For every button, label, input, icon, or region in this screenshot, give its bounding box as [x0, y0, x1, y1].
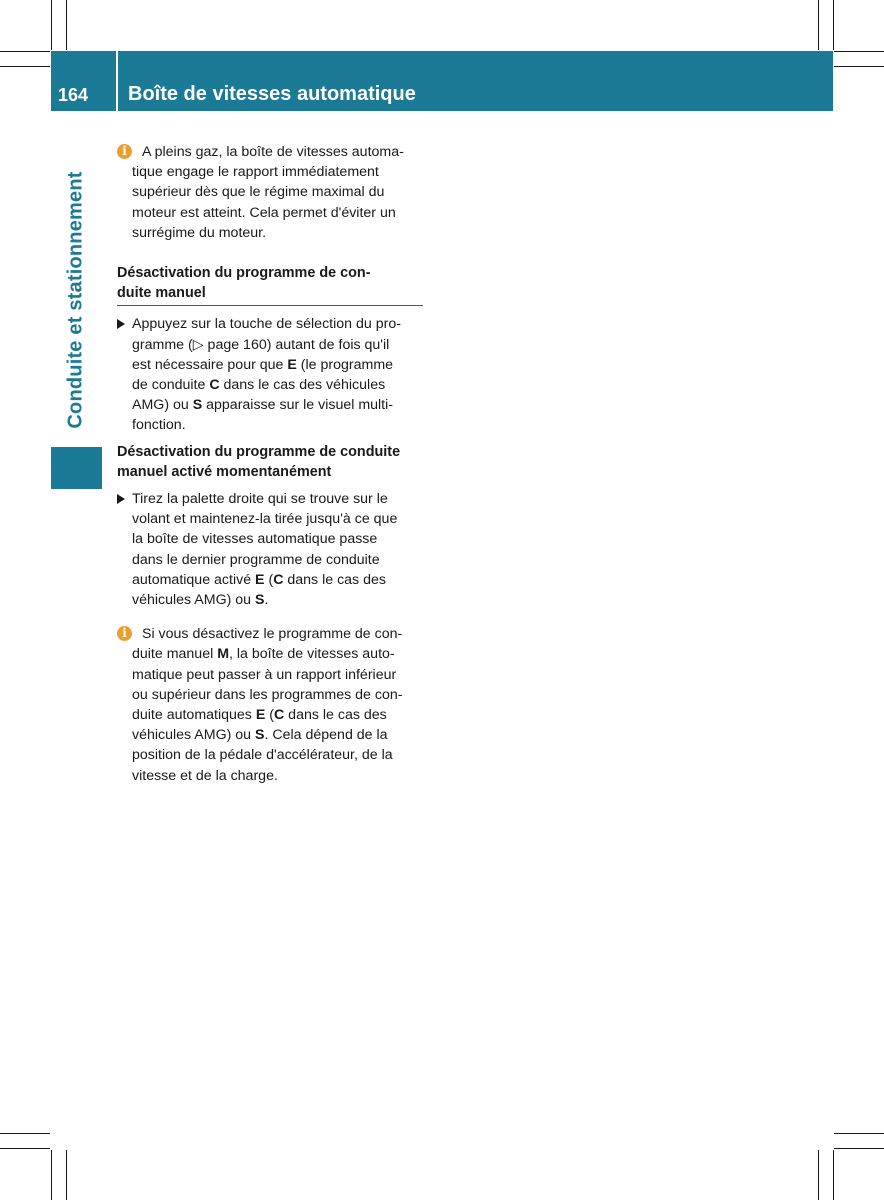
program-letter: S: [192, 397, 203, 414]
triangle-right-icon: [117, 319, 125, 329]
info-note: [117, 624, 423, 786]
info-icon: i: [117, 144, 132, 159]
text: dans le cas des véhicules: [219, 377, 386, 394]
text: duite automatiques: [132, 707, 256, 724]
note-line: [132, 705, 423, 725]
text: (: [265, 707, 274, 724]
text: duite manuel: [132, 646, 218, 663]
crop-mark: [818, 0, 819, 50]
text: (: [264, 571, 274, 588]
step-line: la boîte de vitesses automatique passe: [132, 531, 378, 548]
note-line: tique engage le rapport immédiatement: [132, 164, 379, 181]
step-line: [132, 395, 423, 415]
step-line: volant et maintenez-la tirée jusqu'à ce que: [132, 511, 398, 528]
note-line: matique peut passer à un rapport inférieur: [132, 666, 397, 683]
step-line: [132, 590, 423, 610]
note-line: position de la pédale d'accélérateur, de la: [132, 747, 393, 764]
program-letter: E: [287, 356, 297, 373]
program-letter: E: [255, 707, 266, 724]
crop-mark: [66, 1150, 67, 1200]
section-heading: [117, 263, 423, 306]
text: est nécessaire pour que: [132, 356, 288, 373]
main-content: [117, 142, 423, 786]
note-line: [132, 644, 423, 664]
note-line: A pleins gaz, la boîte de vitesses automa-: [142, 144, 404, 160]
note-line: Si vous désactivez le programme de con-: [142, 626, 403, 643]
crop-mark: [0, 66, 50, 67]
step-line: [132, 570, 423, 590]
heading-line: Désactivation du programme de con-: [117, 265, 371, 282]
crop-mark: [0, 1148, 50, 1149]
text: véhicules AMG) ou: [132, 727, 256, 744]
note-line: vitesse et de la charge.: [132, 767, 278, 784]
note-line: surrégime du moteur.: [132, 224, 267, 241]
note-line: [132, 725, 423, 745]
text: (le programme: [296, 356, 394, 373]
instruction-step: [117, 489, 423, 610]
step-line: dans le dernier programme de conduite: [132, 551, 380, 568]
header-divider: [116, 51, 118, 111]
instruction-step: [117, 314, 423, 435]
crop-mark: [834, 1133, 884, 1134]
crop-mark: [0, 1133, 50, 1134]
crop-mark: [0, 51, 50, 52]
info-note: [117, 142, 423, 243]
chapter-title: Conduite et stationnement: [64, 171, 87, 429]
crop-mark: [51, 0, 52, 50]
step-line: fonction.: [132, 417, 186, 434]
program-letter: C: [273, 571, 284, 588]
step-line: gramme (▷ page 160) autant de fois qu'il: [132, 336, 390, 353]
note-line: supérieur dès que le régime maximal du: [132, 184, 385, 201]
text: de conduite: [132, 377, 210, 394]
text: AMG) ou: [132, 397, 193, 414]
step-line: [132, 355, 423, 375]
program-letter: S: [255, 727, 265, 744]
text: dans le cas des: [284, 707, 387, 724]
text: , la boîte de vitesses auto-: [229, 646, 395, 663]
triangle-right-icon: [117, 494, 125, 504]
side-chapter-label: [51, 160, 102, 440]
program-letter: E: [255, 571, 265, 588]
chapter-tab-marker: [51, 447, 102, 489]
text: .: [264, 592, 269, 609]
text: dans le cas des: [283, 571, 386, 588]
step-line: Appuyez sur la touche de sélection du pro-: [132, 316, 401, 333]
crop-mark: [834, 66, 884, 67]
note-line: ou supérieur dans les programmes de con-: [132, 686, 403, 703]
step-line: Tirez la palette droite qui se trouve sur le: [132, 491, 388, 508]
crop-mark: [833, 1150, 834, 1200]
section-heading: [117, 442, 423, 482]
heading-line: duite manuel: [117, 285, 206, 302]
page-title: Boîte de vitesses automatique: [128, 83, 416, 105]
crop-mark: [834, 1148, 884, 1149]
crop-mark: [51, 1150, 52, 1200]
program-letter: M: [217, 646, 230, 663]
text: véhicules AMG) ou: [132, 592, 256, 609]
program-letter: C: [209, 377, 220, 394]
text: apparaisse sur le visuel multi-: [202, 397, 394, 414]
text: automatique activé: [132, 571, 256, 588]
step-line: [132, 375, 423, 395]
crop-mark: [833, 0, 834, 50]
info-icon: i: [117, 626, 132, 641]
page-number: 164: [58, 85, 89, 105]
heading-line: manuel activé momentanément: [117, 463, 332, 480]
crop-mark: [834, 51, 884, 52]
crop-mark: [818, 1150, 819, 1200]
program-letter: C: [273, 707, 285, 724]
crop-mark: [66, 0, 67, 50]
program-letter: S: [255, 592, 265, 609]
text: . Cela dépend de la: [264, 727, 388, 744]
note-line: moteur est atteint. Cela permet d'éviter un: [132, 204, 396, 221]
heading-line: Désactivation du programme de conduite: [117, 443, 401, 460]
